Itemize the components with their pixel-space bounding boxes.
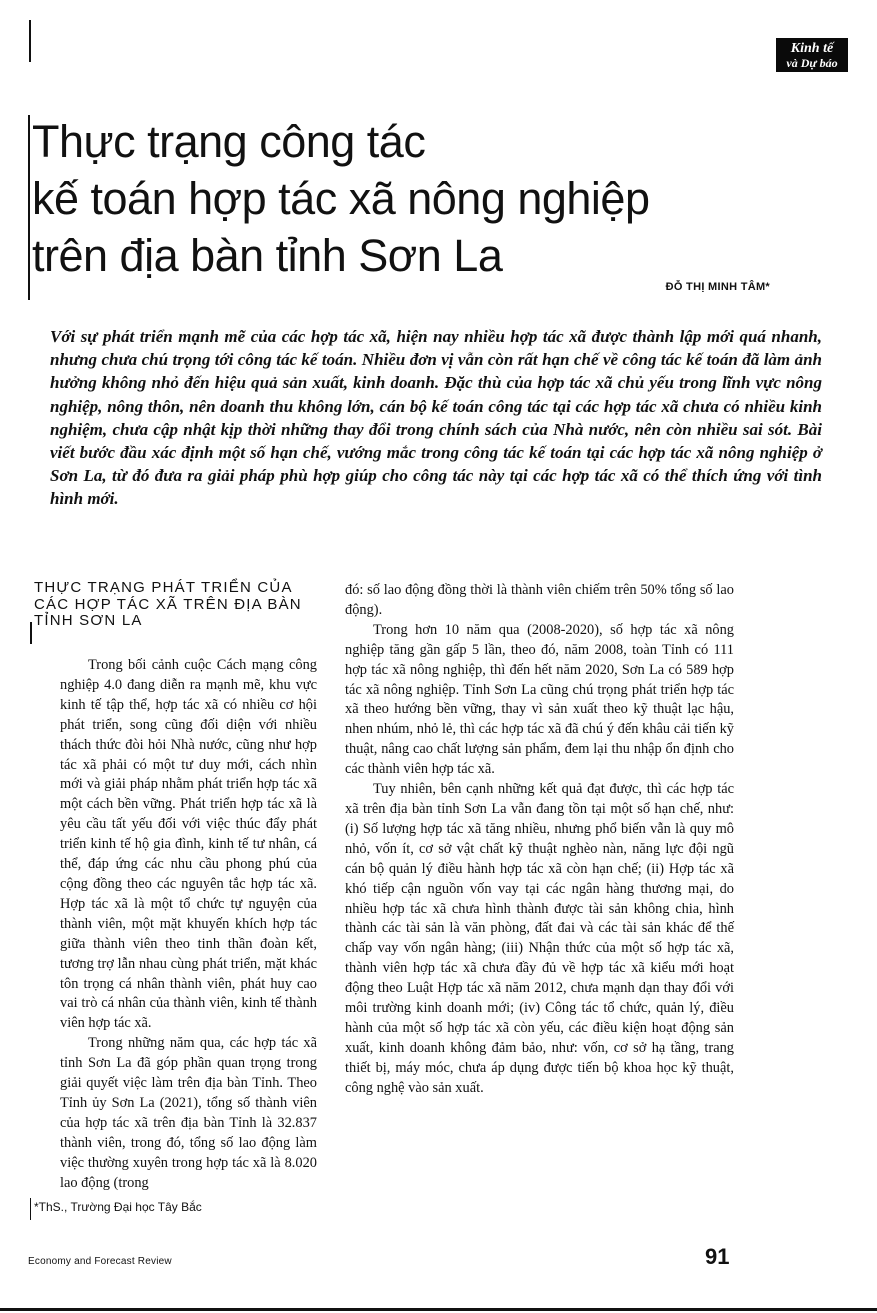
title-line-3: trên địa bàn tỉnh Sơn La [32, 230, 503, 281]
right-paragraph-3: Tuy nhiên, bên cạnh những kết quả đạt được, thì các hợp tác xã trên địa bàn tỉnh Sơn La vẫn đang tồn tại một số hạn chế, như: (i) Số lượng hợp tác xã tăng nhiều, nhưng phổ biến vẫn là quy mô nhỏ, vốn ít, cơ sở vật chất kỹ thuật nghèo nàn, năng lực đội ngũ cán bộ quản lý điều hành hợp tác xã còn hạn chế; (ii) Hợp tác xã khó tiếp cận nguồn vốn vay tại các ngân hàng thương mại, do nhiều hợp tác xã chưa hình thành được tài sản không chia, hình thành các tài sản là văn phòng, đất đai và các tài sản khác để thế chấp vay vốn ngân hàng; (iii) Nhận thức của một số hợp tác xã, thành viên hợp tác xã chưa đầy đủ về hợp tác xã kiểu mới hoạt động theo Luật Hợp tác xã năm 2012, chưa mạnh dạn thay đổi với môi trường kinh doanh mới; (iv) Công tác tổ chức, quản lý, điều hành của một số hợp tác xã còn yếu, các điều kiện hoạt động sản xuất, kinh doanh không đảm bảo, như: vốn, cơ sở hạ tầng, trang thiết bị, máy móc, chưa áp dụng được tiến bộ khoa học kỹ thuật, công nghệ vào sản xuất. [345, 781, 734, 1096]
journal-badge-line2: và Dự báo [786, 56, 838, 70]
footer-journal-name: Economy and Forecast Review [28, 1256, 172, 1267]
author-name: ĐỖ THỊ MINH TÂM* [665, 281, 770, 293]
right-column [345, 581, 734, 1099]
bottom-border [0, 1308, 877, 1311]
left-column [60, 656, 317, 1193]
section-heading: THỰC TRẠNG PHÁT TRIỂN CỦA CÁC HỢP TÁC XÃ TRÊN ĐỊA BÀN TỈNH SƠN LA [34, 579, 302, 629]
abstract: Với sự phát triển mạnh mẽ của các hợp tác xã, hiện nay nhiều hợp tác xã được thành lập mới quá nhanh, nhưng chưa chú trọng tới công tác kế toán. Nhiều đơn vị vẫn còn rất hạn chế về công tác kế toán đã làm ảnh hưởng không nhỏ đến hiệu quả sản xuất, kinh doanh. Đặc thù của hợp tác xã chủ yếu trong lĩnh vực nông nghiệp, nông thôn, nên doanh thu không lớn, cán bộ kế toán công tác tại các hợp tác xã chưa có nhiều kinh nghiệm, chưa cập nhật kịp thời những thay đổi trong chính sách của Nhà nước, nên còn nhiều sai sót. Bài viết bước đầu xác định một số hạn chế, vướng mắc trong công tác kế toán tại các hợp tác xã nông nghiệp ở Sơn La, từ đó đưa ra giải pháp phù hợp giúp cho công tác này tại các hợp tác xã có thể thích ứng với tình hình mới. [50, 327, 822, 509]
margin-rule-heading [30, 622, 32, 644]
article-title [32, 113, 792, 284]
journal-badge [776, 38, 848, 72]
left-paragraph-2: Trong những năm qua, các hợp tác xã tỉnh Sơn La đã góp phần quan trọng trong giải quyết việc làm trên địa bàn Tỉnh. Theo Tỉnh ủy Sơn La (2021), tổng số thành viên của hợp tác xã trên địa bàn Tỉnh là 32.837 thành viên, trong đó, tổng số lao động làm việc thường xuyên trong hợp tác xã là 8.020 lao động (trong [60, 1035, 317, 1191]
right-paragraph-1: đó: số lao động đồng thời là thành viên chiếm trên 50% tổng số lao động). [345, 582, 734, 618]
margin-rule-top [29, 20, 31, 62]
journal-badge-line1: Kinh tế [790, 41, 834, 56]
title-line-1: Thực trạng công tác [32, 116, 426, 167]
title-line-2: kế toán hợp tác xã nông nghiệp [32, 173, 650, 224]
author-footnote: *ThS., Trường Đại học Tây Bắc [34, 1200, 202, 1214]
margin-rule-title [28, 115, 30, 300]
margin-rule-footnote [30, 1198, 31, 1220]
page-number: 91 [705, 1244, 730, 1269]
right-paragraph-2: Trong hơn 10 năm qua (2008-2020), số hợp tác xã nông nghiệp tăng gần gấp 5 lần, theo đó, năm 2008, toàn Tỉnh có 111 hợp tác xã nông nghiệp, thì đến hết năm 2020, Sơn La có 589 hợp tác xã nông nghiệp. Tỉnh Sơn La cũng chú trọng phát triển hợp tác xã theo hướng bền vững, thay vì sản xuất theo kỹ thuật lạc hậu, nhen nhúm, nhỏ lẻ, thì các hợp tác xã đã chú ý đến khâu cải tiến kỹ thuật, nâng cao chất lượng sản phẩm, đem lại thu nhập ổn định cho các thành viên hợp tác xã. [345, 621, 734, 778]
left-paragraph-1: Trong bối cảnh cuộc Cách mạng công nghiệp 4.0 đang diễn ra mạnh mẽ, khu vực kinh tế tập thể, hợp tác xã có nhiều cơ hội phát triển, song cũng đối diện với nhiều thách thức đòi hỏi Nhà nước, cũng như hợp tác xã phải có một tư duy mới, cách nhìn mới và giải pháp nhằm phát triển hợp tác xã một cách bền vững. Phát triển hợp tác xã là yêu cầu tất yếu đối với việc thúc đẩy phát triển kinh tế hộ gia đình, kinh tế tư nhân, cá thể, đáp ứng các nhu cầu phong phú của cộng đồng theo các nguyên tắc hợp tác xã. Hợp tác xã là một tổ chức tự nguyện của thành viên, một mặt khuyến khích hợp tác giữa thành viên theo tinh thần đoàn kết, tương trợ lẫn nhau cùng phát triển, mặt khác tôn trọng cá nhân thành viên, phát huy cao vai trò cá nhân của thành viên, kinh tế thành viên hợp tác xã. [60, 657, 317, 1032]
